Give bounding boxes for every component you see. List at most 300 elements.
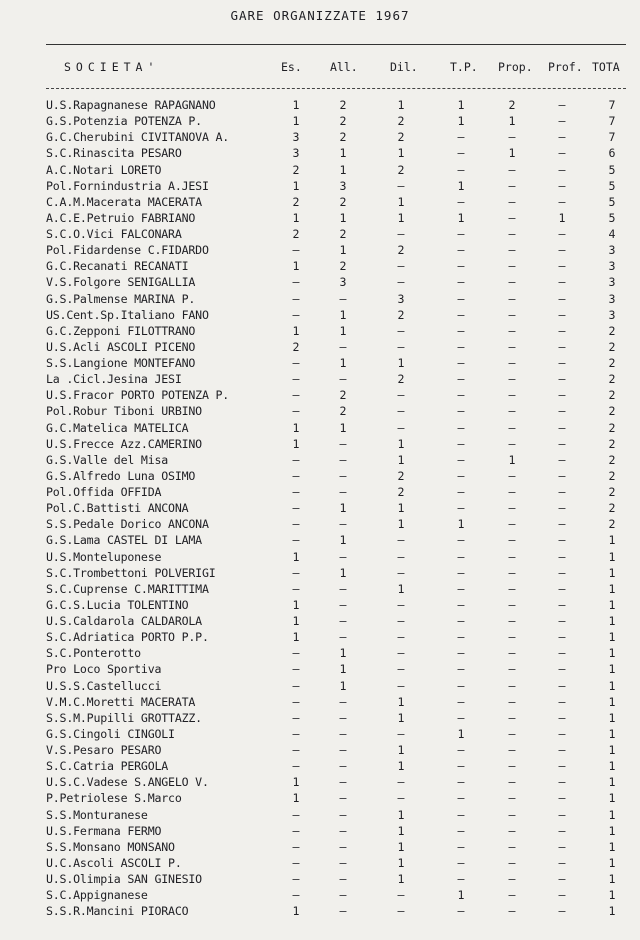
cell-tp: – — [457, 630, 465, 645]
cell-tp: – — [457, 855, 465, 870]
cell-all: 1 — [339, 162, 347, 177]
cell-all: – — [339, 436, 347, 451]
cell-es: 1 — [292, 791, 300, 806]
cell-dil: 1 — [397, 759, 405, 774]
cell-es: – — [292, 565, 300, 580]
cell-dil: – — [397, 259, 405, 274]
cell-prof: – — [558, 243, 566, 258]
cell-prop: – — [508, 775, 516, 790]
cell-tot: 3 — [608, 243, 616, 258]
cell-es: – — [292, 839, 300, 854]
cell-all: 2 — [339, 259, 347, 274]
cell-tot: 2 — [608, 436, 616, 451]
cell-dil: 3 — [397, 291, 405, 306]
cell-prop: – — [508, 356, 516, 370]
cell-prof: – — [558, 904, 566, 919]
cell-tot: 1 — [608, 710, 616, 725]
cell-dil: – — [397, 791, 405, 806]
cell-dil: – — [397, 775, 405, 790]
cell-es: 1 — [292, 114, 300, 129]
table-row — [0, 403, 640, 419]
cell-prop: – — [508, 614, 516, 628]
societa-name: G.S.Lama CASTEL DI LAMA — [46, 533, 202, 548]
header-all: All. — [330, 60, 358, 74]
societa-name: U.S.Rapagnanese RAPAGNANO — [46, 98, 216, 112]
cell-tot: 1 — [608, 775, 616, 790]
table-row — [0, 226, 640, 242]
cell-tot: 1 — [608, 904, 616, 919]
table-row — [0, 436, 640, 452]
cell-tot: 3 — [608, 291, 616, 306]
cell-prof: – — [558, 549, 566, 564]
cell-dil: 2 — [397, 114, 405, 129]
cell-es: – — [292, 888, 300, 903]
cell-prof: – — [558, 339, 566, 354]
cell-tp: – — [457, 275, 465, 290]
cell-tp: – — [457, 372, 465, 387]
societa-name: A.C.E.Petruio FABRIANO — [46, 210, 196, 225]
cell-es: 1 — [292, 323, 300, 338]
societa-name: S.C.Trombettoni POLVERIGI — [46, 565, 216, 580]
cell-es: – — [292, 646, 300, 661]
cell-tot: 1 — [608, 888, 616, 903]
table-row — [0, 355, 640, 371]
cell-all: – — [339, 872, 347, 886]
cell-prof: – — [558, 855, 566, 870]
cell-prop: – — [508, 291, 516, 306]
cell-prof: – — [558, 130, 566, 145]
societa-name: P.Petriolese S.Marco — [46, 791, 182, 806]
cell-prof: – — [558, 436, 566, 451]
cell-all: – — [339, 597, 347, 612]
cell-prop: – — [508, 307, 516, 322]
cell-tot: 1 — [608, 678, 616, 693]
societa-name: U.S.C.Vadese S.ANGELO V. — [46, 775, 209, 790]
table-row — [0, 790, 640, 806]
cell-dil: 1 — [397, 872, 405, 886]
cell-prof: – — [558, 597, 566, 612]
cell-prof: – — [558, 533, 566, 548]
cell-dil: – — [397, 388, 405, 403]
cell-prop: – — [508, 726, 516, 741]
cell-prof: – — [558, 646, 566, 661]
cell-es: 1 — [292, 178, 300, 193]
cell-tp: – — [457, 130, 465, 145]
cell-tp: – — [457, 694, 465, 709]
cell-prof: – — [558, 710, 566, 725]
table-row — [0, 484, 640, 500]
societa-name: V.S.Folgore SENIGALLIA — [46, 275, 196, 290]
cell-tp: – — [457, 565, 465, 580]
societa-name: G.S.Potenzia POTENZA P. — [46, 114, 202, 129]
societa-name: S.C.Adriatica PORTO P.P. — [46, 630, 209, 645]
cell-dil: 1 — [397, 436, 405, 451]
cell-prop: – — [508, 162, 516, 177]
cell-tot: 3 — [608, 275, 616, 290]
cell-prof: – — [558, 146, 566, 161]
table-row — [0, 807, 640, 823]
cell-all: – — [339, 855, 347, 870]
table-row — [0, 549, 640, 565]
cell-prop: – — [508, 404, 516, 419]
cell-prop: – — [508, 662, 516, 677]
societa-name: U.C.Ascoli ASCOLI P. — [46, 855, 182, 870]
societa-name: S.S.Langione MONTEFANO — [46, 356, 196, 370]
cell-prop: 1 — [508, 452, 516, 467]
table-row — [0, 500, 640, 516]
cell-prof: – — [558, 420, 566, 435]
cell-all: 1 — [339, 662, 347, 677]
cell-tot: 1 — [608, 597, 616, 612]
cell-all: 2 — [339, 114, 347, 129]
cell-tp: – — [457, 436, 465, 451]
cell-es: 1 — [292, 904, 300, 919]
cell-tp: – — [457, 146, 465, 161]
cell-prop: 2 — [508, 98, 516, 112]
cell-dil: 1 — [397, 98, 405, 112]
societa-name: S.C.Ponterotto — [46, 646, 141, 661]
cell-tp: – — [457, 823, 465, 838]
societa-name: G.S.Valle del Misa — [46, 452, 169, 467]
cell-tot: 6 — [608, 146, 616, 161]
cell-tp: – — [457, 307, 465, 322]
cell-prof: – — [558, 178, 566, 193]
table-row — [0, 291, 640, 307]
cell-prof: – — [558, 468, 566, 483]
cell-prop: – — [508, 194, 516, 209]
cell-prop: – — [508, 597, 516, 612]
cell-es: 1 — [292, 259, 300, 274]
header-es: Es. — [281, 60, 302, 74]
cell-prop: – — [508, 678, 516, 693]
cell-dil: – — [397, 904, 405, 919]
table-row — [0, 855, 640, 871]
cell-es: – — [292, 823, 300, 838]
table-row — [0, 178, 640, 194]
cell-all: – — [339, 759, 347, 774]
cell-all: 1 — [339, 307, 347, 322]
cell-tot: 1 — [608, 823, 616, 838]
cell-es: 1 — [292, 420, 300, 435]
cell-dil: – — [397, 420, 405, 435]
cell-all: 2 — [339, 227, 347, 241]
cell-dil: 2 — [397, 372, 405, 387]
cell-es: – — [292, 404, 300, 419]
cell-prop: – — [508, 839, 516, 854]
cell-tot: 3 — [608, 307, 616, 322]
cell-es: – — [292, 388, 300, 403]
cell-prof: – — [558, 452, 566, 467]
cell-tp: 1 — [457, 178, 465, 193]
societa-name: U.S.Fermana FERMO — [46, 823, 162, 838]
cell-tp: 1 — [457, 517, 465, 532]
cell-es: – — [292, 710, 300, 725]
cell-prop: – — [508, 759, 516, 774]
cell-prof: – — [558, 323, 566, 338]
cell-tp: – — [457, 743, 465, 757]
societa-name: U.S.Olimpia SAN GINESIO — [46, 872, 202, 886]
cell-all: – — [339, 549, 347, 564]
cell-es: – — [292, 759, 300, 774]
cell-tp: – — [457, 533, 465, 548]
header-tp: T.P. — [450, 60, 478, 74]
cell-tp: – — [457, 775, 465, 790]
cell-all: – — [339, 839, 347, 854]
cell-tp: – — [457, 356, 465, 370]
cell-prof: – — [558, 807, 566, 822]
cell-tp: – — [457, 452, 465, 467]
table-row — [0, 307, 640, 323]
cell-prop: – — [508, 581, 516, 596]
header-societa: SOCIETA' — [64, 60, 160, 74]
cell-all: 1 — [339, 420, 347, 435]
table-row — [0, 774, 640, 790]
cell-prof: – — [558, 291, 566, 306]
table-row — [0, 694, 640, 710]
cell-tot: 1 — [608, 630, 616, 645]
cell-tot: 1 — [608, 581, 616, 596]
table-row — [0, 661, 640, 677]
cell-prof: – — [558, 501, 566, 516]
cell-all: 2 — [339, 388, 347, 403]
cell-tot: 2 — [608, 452, 616, 467]
cell-dil: 1 — [397, 452, 405, 467]
societa-name: G.S.Palmense MARINA P. — [46, 291, 196, 306]
cell-tot: 2 — [608, 388, 616, 403]
table-row — [0, 629, 640, 645]
cell-es: 2 — [292, 227, 300, 241]
cell-es: – — [292, 291, 300, 306]
cell-tot: 4 — [608, 227, 616, 241]
cell-es: – — [292, 372, 300, 387]
cell-all: 1 — [339, 323, 347, 338]
cell-prop: – — [508, 549, 516, 564]
cell-dil: 1 — [397, 823, 405, 838]
cell-tp: – — [457, 791, 465, 806]
cell-tot: 1 — [608, 533, 616, 548]
cell-prof: – — [558, 98, 566, 112]
cell-dil: 2 — [397, 243, 405, 258]
cell-dil: 1 — [397, 194, 405, 209]
cell-dil: 2 — [397, 130, 405, 145]
cell-dil: – — [397, 662, 405, 677]
cell-dil: 2 — [397, 307, 405, 322]
societa-name: U.S.Fracor PORTO POTENZA P. — [46, 388, 230, 403]
cell-tp: – — [457, 501, 465, 516]
cell-tot: 1 — [608, 694, 616, 709]
cell-all: 2 — [339, 194, 347, 209]
table-body — [0, 97, 640, 919]
cell-es: 1 — [292, 210, 300, 225]
cell-dil: 1 — [397, 855, 405, 870]
cell-dil: 1 — [397, 356, 405, 370]
table-row — [0, 274, 640, 290]
cell-prof: – — [558, 775, 566, 790]
cell-es: – — [292, 468, 300, 483]
societa-name: G.C.Matelica MATELICA — [46, 420, 189, 435]
table-row — [0, 645, 640, 661]
cell-all: – — [339, 517, 347, 532]
cell-tp: – — [457, 243, 465, 258]
cell-prop: – — [508, 436, 516, 451]
cell-all: – — [339, 888, 347, 903]
societa-name: V.S.Pesaro PESARO — [46, 743, 162, 757]
cell-dil: – — [397, 597, 405, 612]
cell-prof: – — [558, 839, 566, 854]
cell-prop: – — [508, 388, 516, 403]
cell-prof: – — [558, 662, 566, 677]
societa-name: Pol.Fornindustria A.JESI — [46, 178, 209, 193]
societa-name: G.S.Cingoli CINGOLI — [46, 726, 175, 741]
table-header — [0, 60, 640, 76]
cell-tot: 2 — [608, 372, 616, 387]
cell-dil: – — [397, 678, 405, 693]
cell-tot: 2 — [608, 339, 616, 354]
cell-tot: 1 — [608, 759, 616, 774]
cell-prop: – — [508, 323, 516, 338]
table-row — [0, 129, 640, 145]
cell-tot: 2 — [608, 420, 616, 435]
cell-tp: – — [457, 162, 465, 177]
table-row — [0, 339, 640, 355]
cell-dil: 1 — [397, 710, 405, 725]
table-row — [0, 420, 640, 436]
cell-prof: – — [558, 114, 566, 129]
cell-es: – — [292, 517, 300, 532]
cell-all: – — [339, 904, 347, 919]
societa-name: G.S.Alfredo Luna OSIMO — [46, 468, 196, 483]
cell-dil: 1 — [397, 581, 405, 596]
cell-es: – — [292, 581, 300, 596]
societa-name: S.S.M.Pupilli GROTTAZZ. — [46, 710, 202, 725]
cell-es: 1 — [292, 436, 300, 451]
cell-es: 1 — [292, 630, 300, 645]
cell-es: 3 — [292, 130, 300, 145]
cell-prop: 1 — [508, 114, 516, 129]
cell-prop: – — [508, 630, 516, 645]
societa-name: G.C.Recanati RECANATI — [46, 259, 189, 274]
cell-tot: 2 — [608, 501, 616, 516]
cell-es: 1 — [292, 549, 300, 564]
cell-es: – — [292, 485, 300, 499]
cell-es: 3 — [292, 146, 300, 161]
cell-prop: – — [508, 855, 516, 870]
header-prop: Prop. — [498, 60, 533, 74]
table-row — [0, 887, 640, 903]
societa-name: S.C.Catria PERGOLA — [46, 759, 169, 774]
cell-prof: – — [558, 791, 566, 806]
cell-prop: – — [508, 485, 516, 499]
cell-tot: 2 — [608, 404, 616, 419]
cell-all: 1 — [339, 646, 347, 661]
cell-tot: 1 — [608, 791, 616, 806]
cell-tp: – — [457, 759, 465, 774]
cell-prop: – — [508, 339, 516, 354]
cell-prof: – — [558, 162, 566, 177]
cell-es: – — [292, 807, 300, 822]
cell-prop: – — [508, 501, 516, 516]
table-row — [0, 726, 640, 742]
cell-tp: 1 — [457, 726, 465, 741]
cell-tot: 2 — [608, 323, 616, 338]
cell-tp: 1 — [457, 98, 465, 112]
cell-prop: – — [508, 888, 516, 903]
cell-tot: 1 — [608, 872, 616, 886]
societa-name: A.C.Notari LORETO — [46, 162, 162, 177]
header-dil: Dil. — [390, 60, 418, 74]
cell-tp: 1 — [457, 114, 465, 129]
cell-dil: – — [397, 646, 405, 661]
table-row — [0, 758, 640, 774]
cell-prof: – — [558, 581, 566, 596]
cell-all: – — [339, 291, 347, 306]
cell-tp: 1 — [457, 210, 465, 225]
societa-name: U.S.S.Castellucci — [46, 678, 162, 693]
table-row — [0, 613, 640, 629]
cell-all: 1 — [339, 565, 347, 580]
table-row — [0, 468, 640, 484]
cell-all: – — [339, 614, 347, 628]
cell-prop: – — [508, 565, 516, 580]
cell-dil: 2 — [397, 468, 405, 483]
table-row — [0, 194, 640, 210]
table-row — [0, 162, 640, 178]
cell-dil: 2 — [397, 162, 405, 177]
cell-prop: – — [508, 743, 516, 757]
cell-all: 2 — [339, 98, 347, 112]
table-row — [0, 113, 640, 129]
cell-es: – — [292, 872, 300, 886]
cell-all: – — [339, 372, 347, 387]
cell-es: – — [292, 678, 300, 693]
cell-es: 2 — [292, 162, 300, 177]
cell-tot: 2 — [608, 468, 616, 483]
cell-prop: – — [508, 872, 516, 886]
cell-tot: 1 — [608, 662, 616, 677]
cell-prop: – — [508, 420, 516, 435]
cell-es: – — [292, 501, 300, 516]
cell-prof: – — [558, 694, 566, 709]
cell-dil: – — [397, 178, 405, 193]
cell-tp: – — [457, 388, 465, 403]
cell-tp: – — [457, 194, 465, 209]
cell-all: – — [339, 807, 347, 822]
cell-tot: 1 — [608, 646, 616, 661]
table-row — [0, 452, 640, 468]
cell-prop: – — [508, 694, 516, 709]
cell-prop: – — [508, 823, 516, 838]
cell-all: – — [339, 630, 347, 645]
cell-prof: – — [558, 275, 566, 290]
cell-prop: – — [508, 710, 516, 725]
cell-es: 1 — [292, 775, 300, 790]
societa-name: S.S.Pedale Dorico ANCONA — [46, 517, 209, 532]
cell-tp: – — [457, 227, 465, 241]
cell-tot: 2 — [608, 356, 616, 370]
cell-prof: – — [558, 888, 566, 903]
table-row — [0, 387, 640, 403]
cell-all: – — [339, 823, 347, 838]
table-row — [0, 97, 640, 113]
cell-tot: 7 — [608, 114, 616, 129]
table-row — [0, 678, 640, 694]
cell-prof: – — [558, 372, 566, 387]
cell-all: – — [339, 694, 347, 709]
cell-prof: – — [558, 517, 566, 532]
cell-es: – — [292, 275, 300, 290]
cell-dil: 1 — [397, 501, 405, 516]
cell-dil: – — [397, 404, 405, 419]
